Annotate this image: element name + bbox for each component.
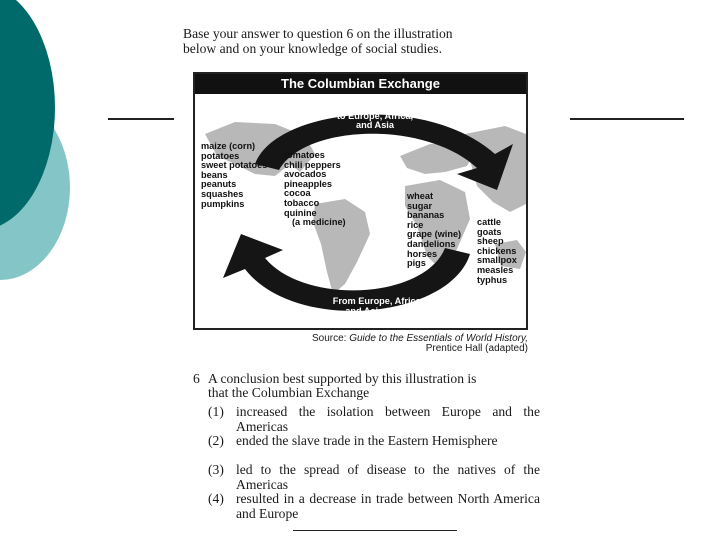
divider-right — [570, 118, 684, 120]
list-item: pigs — [407, 258, 426, 269]
list-item: sheep — [477, 236, 504, 247]
columbian-exchange-illustration — [193, 72, 528, 330]
arrow-top-line: and Asia — [356, 120, 394, 131]
intro-text — [183, 26, 453, 56]
americas-goods-list — [284, 151, 346, 228]
list-item: cattle — [477, 217, 502, 227]
list-item: bananas — [407, 210, 445, 221]
list-item: potatoes — [201, 150, 240, 161]
list-item: chickens — [477, 245, 517, 256]
list-item: tomatoes — [284, 150, 325, 160]
choice-number: (2) — [208, 433, 224, 448]
list-item: typhus — [477, 274, 508, 285]
old-world-animals-diseases-list — [477, 218, 517, 285]
choice-text: increased the isolation between Europe and the Americas — [236, 404, 540, 434]
list-item: (a medicine) — [292, 217, 346, 228]
list-item: grape (wine) — [407, 229, 462, 240]
arrow-bottom-line: From Europe, Africa, — [332, 296, 424, 306]
arrow-top-caption — [315, 102, 435, 131]
list-item: rice — [407, 219, 424, 230]
question-stem-line-2: that the Columbian Exchange — [208, 385, 370, 400]
list-item: dandelions — [407, 238, 456, 249]
divider-left — [108, 118, 174, 120]
list-item: measles — [477, 264, 514, 275]
list-item: wheat — [407, 191, 434, 201]
list-item: squashes — [201, 188, 244, 199]
choice-number: (4) — [208, 491, 224, 506]
illustration-title: The Columbian Exchange — [195, 74, 526, 94]
choice-text: resulted in a decrease in trade between North America and Europe — [236, 491, 540, 521]
list-item: quinine — [284, 207, 317, 218]
choice-number: (1) — [208, 404, 224, 419]
choice-number: (3) — [208, 462, 224, 477]
list-item: pineapples — [284, 178, 332, 189]
list-item: pumpkins — [201, 198, 245, 209]
choice-text: ended the slave trade in the Eastern Hemisphere — [236, 433, 498, 448]
list-item: beans — [201, 169, 228, 180]
americas-crops-list — [201, 142, 267, 209]
list-item: maize (corn) — [201, 141, 256, 151]
old-world-crops-list — [407, 192, 461, 269]
question-stem-line-1: A conclusion best supported by this illustration is — [208, 371, 477, 386]
arrow-bottom-line: and Asia to the — [345, 305, 411, 316]
choice-text: led to the spread of disease to the natives of the Americas — [236, 462, 540, 492]
list-item: cocoa — [284, 188, 311, 199]
intro-line-2: below and on your knowledge of social studies. — [183, 41, 442, 56]
source-title: Guide to the Essentials of World History, — [349, 333, 528, 344]
list-item: goats — [477, 226, 502, 237]
arrow-top-line: to Europe, Africa, — [336, 110, 414, 121]
arrow-bottom-line: Americas — [357, 315, 399, 326]
divider-bottom — [293, 530, 457, 531]
arrow-top-line: From the Americas — [333, 101, 417, 111]
question-number: 6 — [193, 371, 200, 386]
list-item: smallpox — [477, 255, 517, 266]
source-prefix: Source: — [311, 333, 350, 344]
list-item: avocados — [284, 169, 327, 180]
list-item: sweet potatoes — [201, 160, 268, 171]
list-item: horses — [407, 248, 438, 259]
arrow-bottom-caption — [313, 297, 443, 326]
source-publisher: Prentice Hall (adapted) — [425, 343, 528, 354]
list-item: tobacco — [284, 197, 320, 208]
intro-line-1: Base your answer to question 6 on the illustration — [183, 26, 453, 41]
list-item: chili peppers — [284, 159, 341, 170]
list-item: peanuts — [201, 179, 237, 190]
list-item: sugar — [407, 200, 433, 211]
